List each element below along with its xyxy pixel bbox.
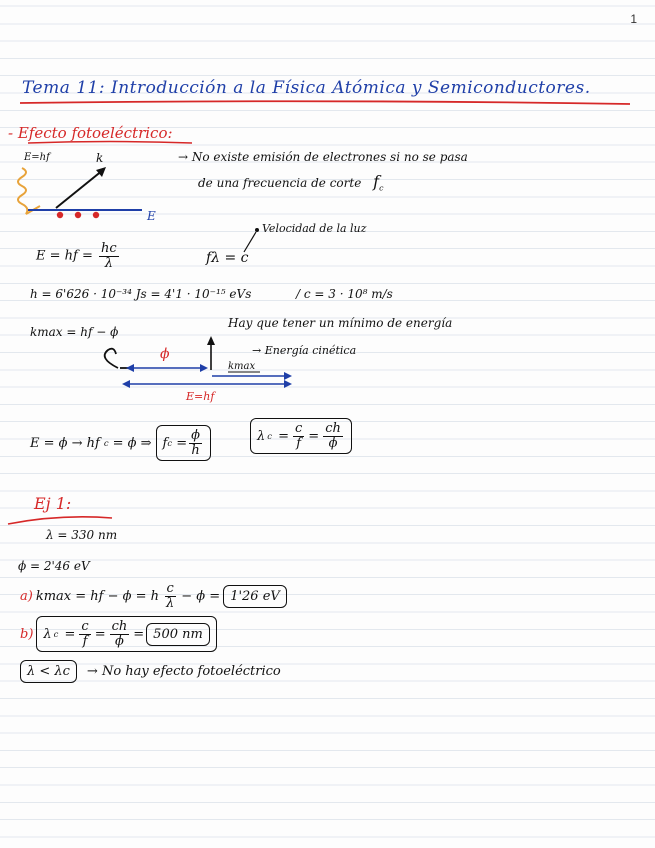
threshold-note-line2: de una frecuencia de corte $f_c$: [198, 172, 384, 193]
example-heading: Ej 1:: [34, 494, 72, 513]
planck-constant-equation: h = 6'626 · 10⁻³⁴ Js = 4'1 · 10⁻¹⁵ eVs: [30, 287, 252, 301]
energy-equation: E = hf = $\frac{hc}{\lambda}$: [36, 241, 117, 271]
total-energy-label: E=hf: [186, 390, 215, 403]
page-number: 1: [630, 12, 637, 26]
given-wavelength: λ = 330 nm: [46, 528, 118, 542]
cutoff-frequency-box: f c = $\frac{\phi}{h}$: [156, 425, 211, 461]
speed-of-light-equation: / c = 3 · 10⁸ m/s: [296, 287, 393, 301]
part-b-equation: [20, 616, 217, 652]
threshold-equation: E = ϕ → hf c = ϕ ⇒ f c = $\frac{\phi}{h}$: [30, 425, 211, 461]
conclusion-text: → No hay efecto fotoeléctrico: [86, 664, 281, 679]
part-a-equation: a) kmax = hf − ϕ = h $\frac{c}{\lambda}$ − ϕ = 1'26 eV: [20, 582, 287, 610]
speed-of-light-annotation: Velocidad de la luz: [262, 222, 367, 235]
e-label: E: [147, 209, 156, 223]
page-title: Tema 11: Introducción a la Física Atómica y Semiconductores.: [22, 78, 591, 98]
k-label: k: [96, 151, 104, 165]
conclusion-box: λ < λc: [20, 660, 77, 683]
kmax-label: kmax: [228, 361, 256, 372]
part-b-result: 500 nm: [146, 623, 210, 646]
part-a-label: a): [20, 588, 33, 604]
section-heading: - Efecto fotoeléctrico:: [8, 124, 173, 142]
photon-label: E=hf: [24, 152, 50, 163]
wavelength-equation: fλ = c: [206, 250, 249, 266]
cutoff-wavelength-box: λ c = $\frac{c}{f}$ = $\frac{ch}{\phi}$: [250, 418, 352, 454]
part-b-box: λ c = $\frac{c}{f}$ = $\frac{ch}{\phi}$ = 500 nm: [36, 616, 216, 652]
threshold-note-line1: → No existe emisión de electrones si no se pasa: [178, 150, 468, 164]
conclusion: [20, 660, 281, 683]
kmax-equation: kmax = hf − ϕ: [30, 325, 119, 339]
part-b-label: b): [20, 626, 34, 642]
part-a-result: 1'26 eV: [223, 585, 287, 608]
kinetic-energy-note: → Energía cinética: [252, 344, 357, 357]
given-work-function: ϕ = 2'46 eV: [18, 559, 90, 573]
phi-label: ϕ: [160, 346, 170, 362]
minimum-energy-note: Hay que tener un mínimo de energía: [228, 316, 453, 330]
